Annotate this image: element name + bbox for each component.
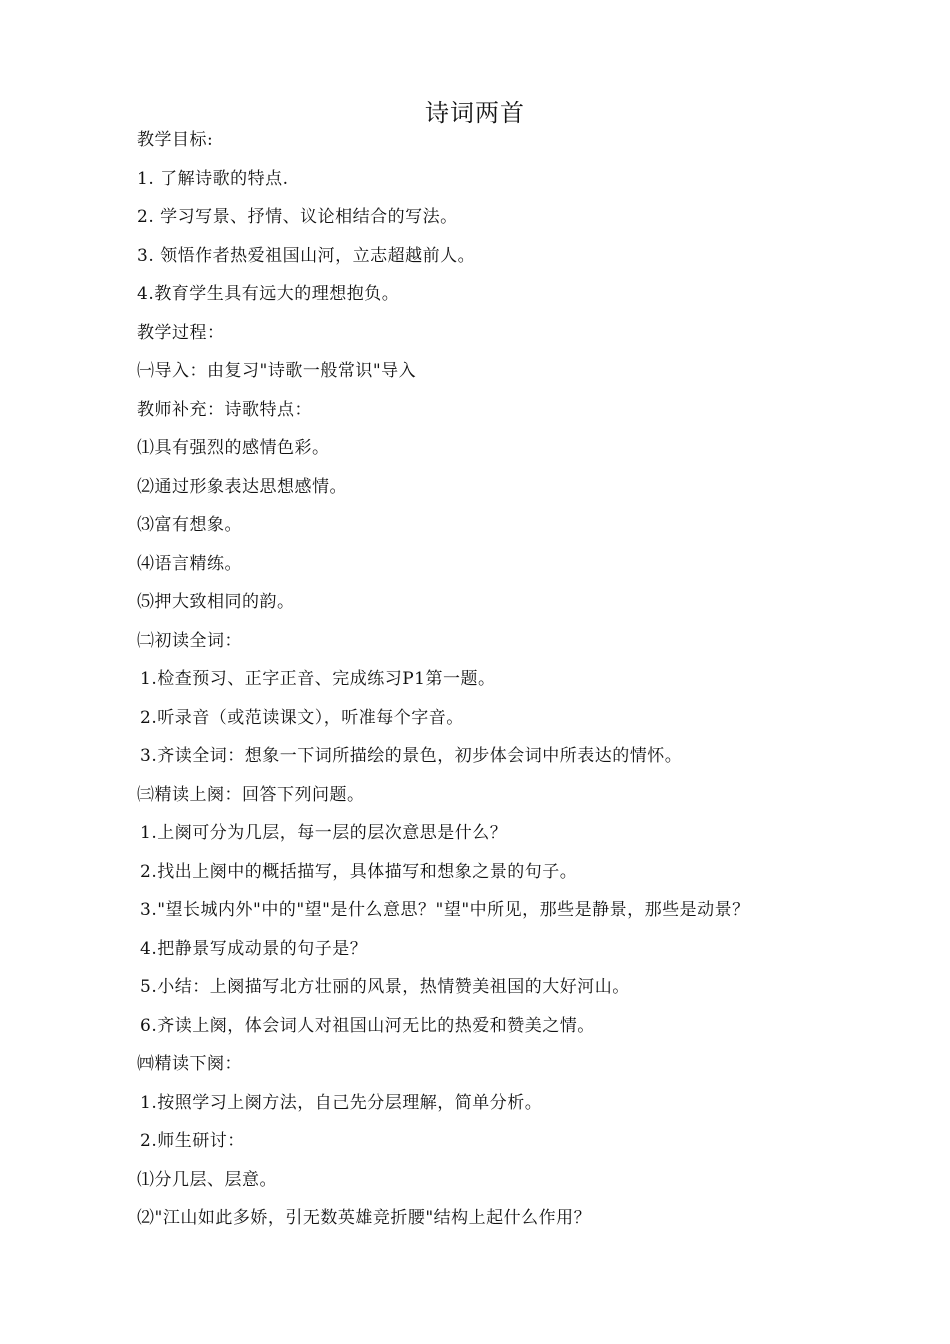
list-item: 5.小结：上阕描写北方壮丽的风景，热情赞美祖国的大好河山。: [140, 977, 630, 997]
list-item: 1.按照学习上阕方法，自己先分层理解，简单分析。: [140, 1092, 543, 1113]
section-heading-process: 教学过程：: [137, 322, 225, 343]
objective-item: 4.教育学生具有远大的理想抱负。: [137, 284, 400, 304]
step-heading: ㈡初读全词：: [137, 630, 242, 651]
objective-item: 2. 学习写景、抒情、议论相结合的写法。: [137, 207, 458, 227]
objective-item: 1. 了解诗歌的特点.: [137, 168, 289, 189]
list-item: 2.听录音（或范读课文），听准每个字音。: [140, 707, 464, 728]
list-item: 4.把静景写成动景的句子是？: [140, 938, 368, 959]
list-item: ⑷语言精练。: [137, 553, 242, 574]
step-heading: ㈠导入：由复习"诗歌一般常识"导入: [137, 361, 417, 381]
document-body: [137, 127, 837, 1244]
list-item: ⑴分几层、层意。: [137, 1169, 277, 1190]
list-item: 1.上阕可分为几层，每一层的层次意思是什么？: [140, 823, 508, 843]
list-item: ⑵"江山如此多娇，引无数英雄竞折腰"结构上起什么作用？: [137, 1208, 592, 1228]
list-item: 3."望长城内外"中的"望"是什么意思？"望"中所见，那些是静景，那些是动景？: [140, 900, 750, 920]
list-item: ⑸押大致相同的韵。: [137, 592, 295, 612]
list-item: ⑵通过形象表达思想感情。: [137, 476, 347, 497]
document-title: 诗词两首: [425, 99, 525, 127]
list-item: 3.齐读全词：想象一下词所描绘的景色，初步体会词中所表达的情怀。: [140, 746, 683, 766]
list-item: ⑶富有想象。: [137, 515, 242, 535]
step-heading: ㈣精读下阕：: [137, 1054, 242, 1074]
list-item: ⑴具有强烈的感情色彩。: [137, 438, 330, 458]
objective-item: 3. 领悟作者热爱祖国山河，立志超越前人。: [137, 245, 476, 266]
list-item: 2.找出上阕中的概括描写，具体描写和想象之景的句子。: [140, 861, 578, 882]
step-heading: ㈢精读上阕：回答下列问题。: [137, 784, 365, 805]
section-heading-objectives: 教学目标:: [137, 130, 214, 150]
list-item: 1.检查预习、正字正音、完成练习P1第一题。: [140, 669, 496, 689]
paragraph: 教师补充：诗歌特点：: [137, 399, 312, 420]
list-item: 6.齐读上阕，体会词人对祖国山河无比的热爱和赞美之情。: [140, 1015, 595, 1036]
list-item: 2.师生研讨：: [140, 1131, 245, 1151]
